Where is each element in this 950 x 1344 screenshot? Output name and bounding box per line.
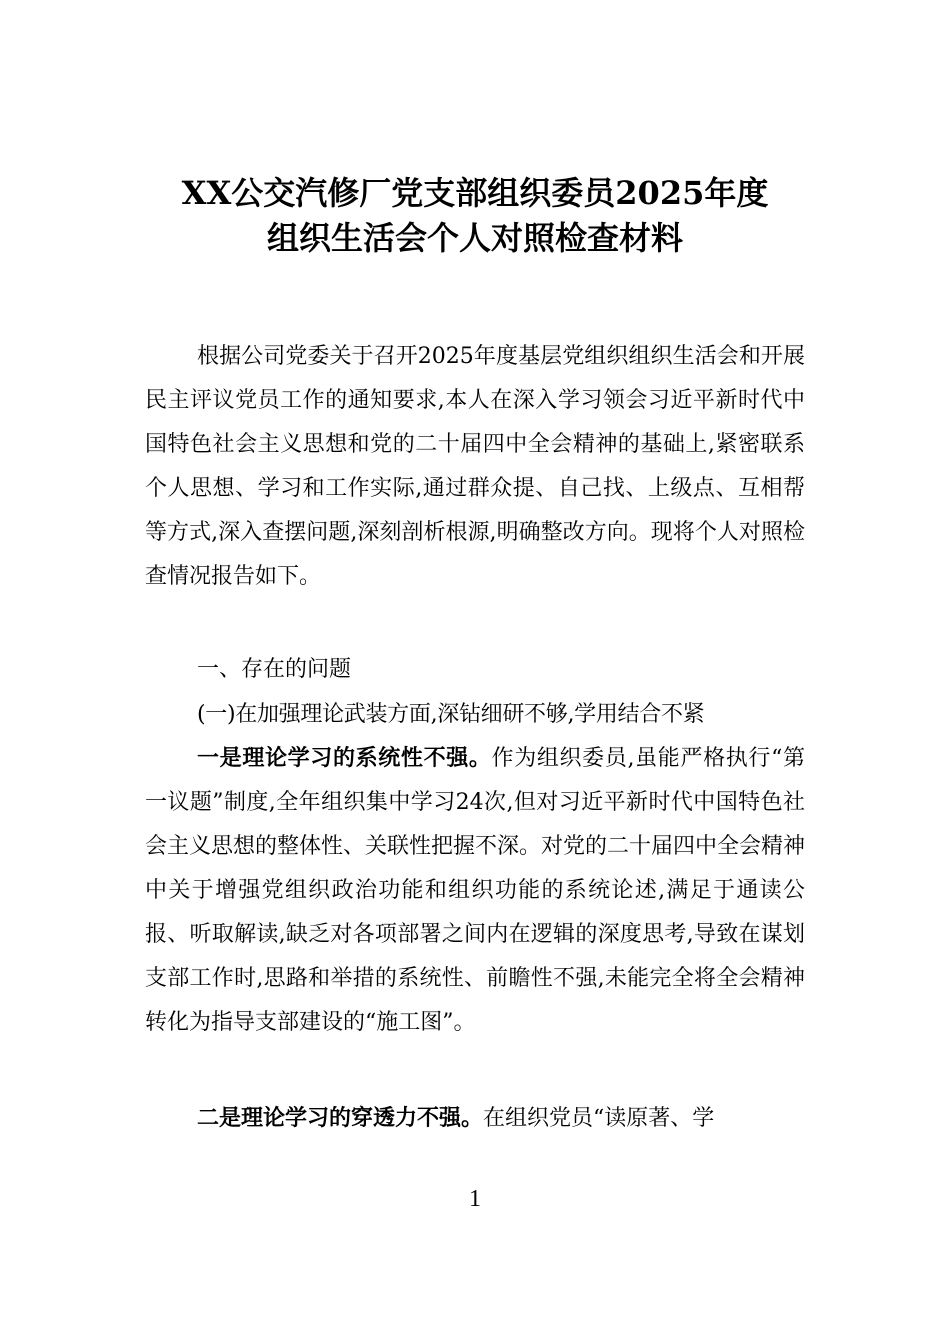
subsection-heading-theory: (一)在加强理论武装方面,深钻细研不够,学用结合不紧 [197, 702, 705, 727]
page-number: 1 [469, 1186, 481, 1212]
point-2-text: 在组织党员“读原著、学 [483, 1106, 715, 1131]
point-1-paragraph [145, 736, 805, 1045]
document-title-line-1: XX公交汽修厂党支部组织委员2025年度 [181, 174, 769, 212]
point-2-lead: 二是理论学习的穿透力不强。 [197, 1105, 484, 1131]
section-heading-problems: 一、存在的问题 [197, 657, 352, 682]
point-2-paragraph [145, 1096, 805, 1141]
intro-paragraph: 根据公司党委关于召开2025年度基层党组织组织生活会和开展民主评议党员工作的通知要求,本人在深入学习领会习近平新时代中国特色社会主义思想和党的二十届四中全会精神的基础上,紧密联系个人思想、学习和工作实际,通过群众提、自己找、上级点、互相帮等方式,深入查摆问题,深刻剖析根源,明确整改方向。现将个人对照检查情况报告如下。 [145, 344, 805, 589]
point-1-text: 作为组织委员,虽能严格执行“第一议题”制度,全年组织集中学习24次,但对习近平新时代中国特色社会主义思想的整体性、关联性把握不深。对党的二十届四中全会精神中关于增强党组织政治功能和组织功能的系统论述,满足于通读公报、听取解读,缺乏对各项部署之间内在逻辑的深度思考,导致在谋划支部工作时,思路和举措的系统性、前瞻性不强,未能完全将全会精神转化为指导支部建设的“施工图”。 [145, 746, 806, 1035]
point-1-lead: 一是理论学习的系统性不强。 [197, 745, 492, 771]
document-title-line-2: 组织生活会个人对照检查材料 [266, 219, 683, 257]
